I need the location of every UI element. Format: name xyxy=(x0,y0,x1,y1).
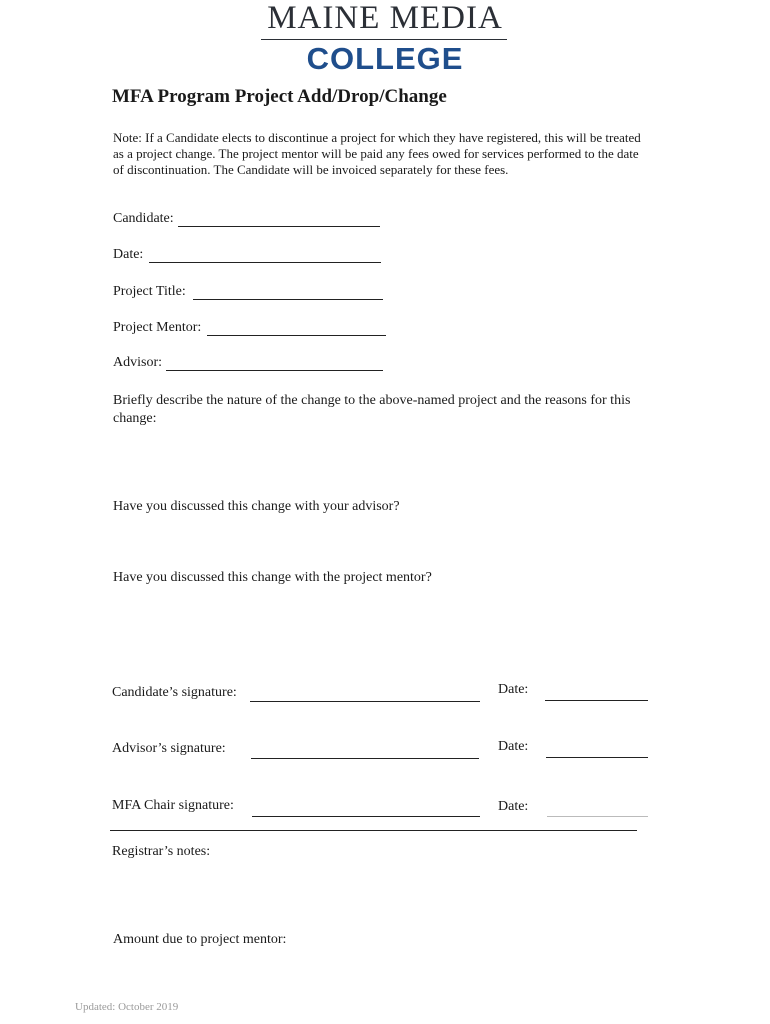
advisor-date-field[interactable] xyxy=(546,757,648,758)
note-paragraph: Note: If a Candidate elects to discontinue a project for which they have registered, this will be treated as a project change. The project mentor will be paid any fees owed for services performed to the date of discontinuation. The Candidate will be invoiced separately for these fees. xyxy=(113,130,641,177)
candidate-date-field[interactable] xyxy=(545,700,648,701)
candidate-signature-label: Candidate’s signature: xyxy=(112,685,237,700)
candidate-label: Candidate: xyxy=(113,211,174,226)
footer-updated: Updated: October 2019 xyxy=(75,1001,179,1013)
section-divider xyxy=(110,830,637,831)
project-title-label: Project Title: xyxy=(113,284,186,299)
describe-change-question: Briefly describe the nature of the change to the above-named project and the reasons for this change: xyxy=(113,393,631,426)
date-label: Date: xyxy=(113,247,144,262)
advisor-label: Advisor: xyxy=(113,355,162,370)
logo-maine-media: MAINE MEDIA xyxy=(267,0,503,36)
project-mentor-label: Project Mentor: xyxy=(113,320,202,335)
advisor-field[interactable] xyxy=(166,370,383,371)
chair-date-field[interactable] xyxy=(547,816,648,817)
logo-divider xyxy=(261,39,507,40)
advisor-signature-field[interactable] xyxy=(251,758,479,759)
logo-college: COLLEGE xyxy=(306,41,464,76)
candidate-field[interactable] xyxy=(178,226,380,227)
registrar-notes-label: Registrar’s notes: xyxy=(112,844,211,859)
page-title: MFA Program Project Add/Drop/Change xyxy=(112,86,447,107)
date-field[interactable] xyxy=(149,262,381,263)
chair-signature-field[interactable] xyxy=(252,816,480,817)
chair-date-label: Date: xyxy=(498,799,529,814)
project-mentor-field[interactable] xyxy=(207,335,386,336)
candidate-signature-field[interactable] xyxy=(250,701,480,702)
advisor-signature-label: Advisor’s signature: xyxy=(112,741,226,756)
advisor-date-label: Date: xyxy=(498,739,529,754)
candidate-date-label: Date: xyxy=(498,682,529,697)
mentor-discussed-question: Have you discussed this change with the project mentor? xyxy=(113,570,432,585)
project-title-field[interactable] xyxy=(193,299,383,300)
advisor-discussed-question: Have you discussed this change with your advisor? xyxy=(113,499,400,514)
chair-signature-label: MFA Chair signature: xyxy=(112,798,234,813)
amount-due-label: Amount due to project mentor: xyxy=(113,932,287,947)
